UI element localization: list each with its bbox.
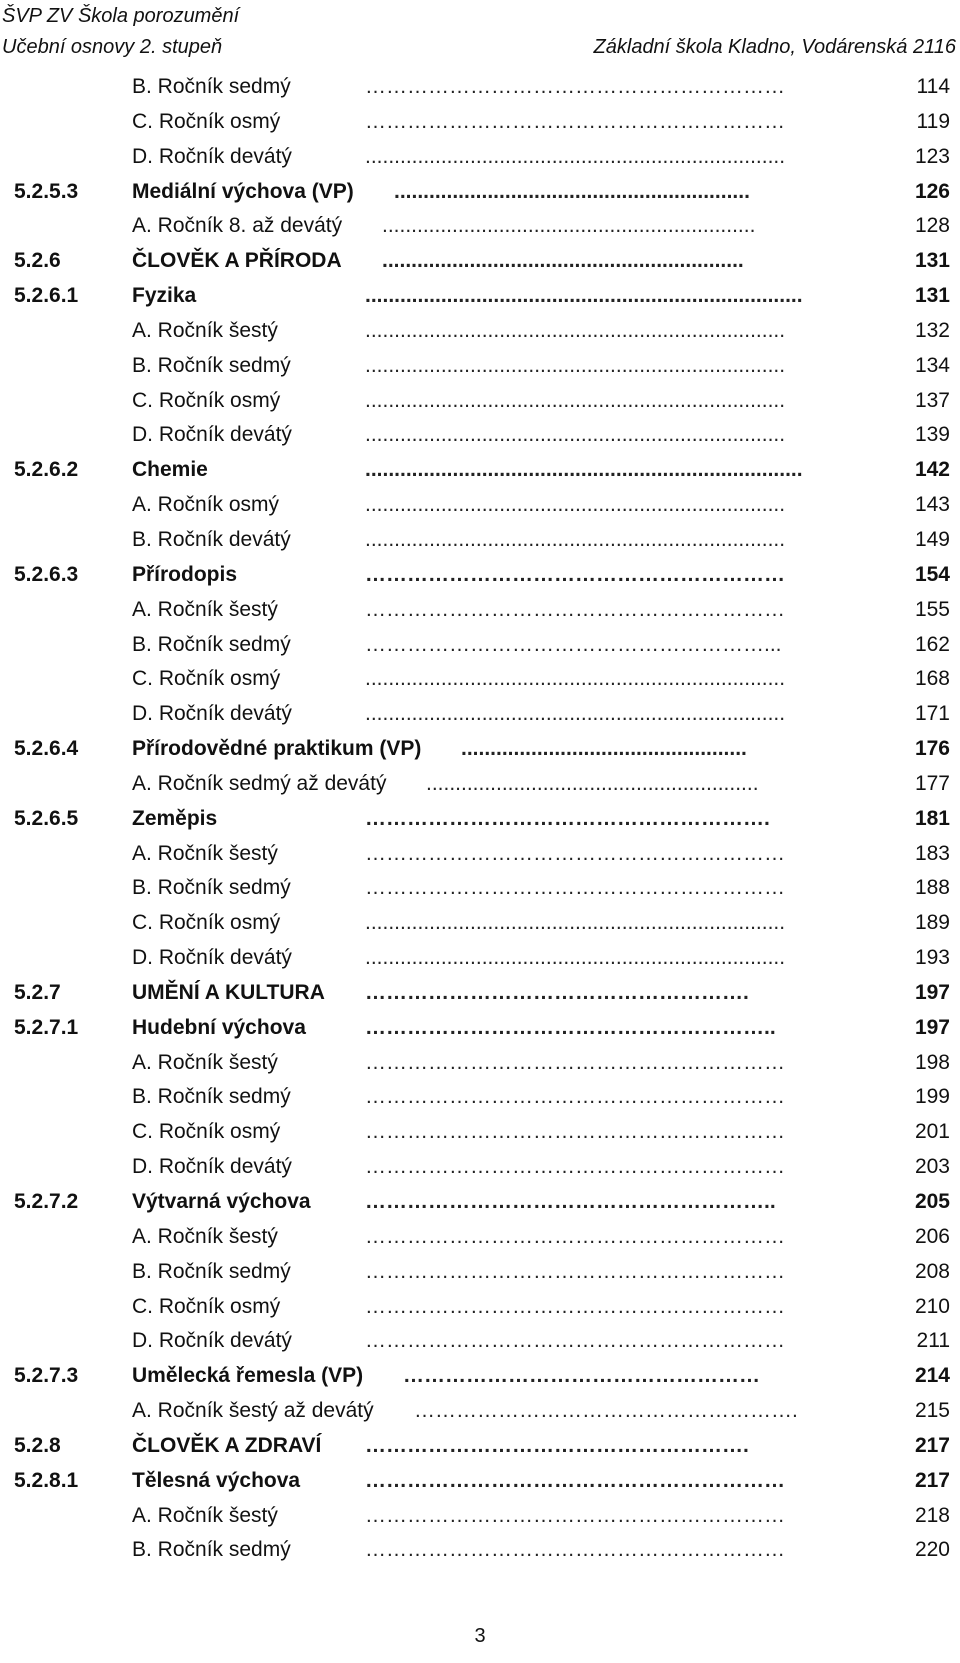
toc-leader-dots: ........................................................................: [365, 527, 786, 551]
toc-entry-row[interactable]: [0, 1533, 960, 1568]
toc-entry-row[interactable]: [0, 523, 960, 558]
toc-leader-dots: ……………………………………………………: [365, 1503, 785, 1527]
toc-page-number: 143: [914, 493, 950, 517]
toc-page-number: 193: [914, 946, 950, 970]
toc-section-row[interactable]: [0, 802, 960, 837]
toc-leader-dots: ……………………………………………………: [365, 109, 785, 133]
toc-title: C. Ročník osmý: [132, 1120, 281, 1144]
toc-page-number: 215: [914, 1399, 950, 1423]
toc-section-row[interactable]: [0, 1185, 960, 1220]
toc-number: 5.2.7.1: [14, 1015, 79, 1039]
toc-leader-dots: ……………………………………………………: [365, 876, 785, 900]
toc-leader-dots: ........................................................................: [365, 493, 786, 517]
toc-title: C. Ročník osmý: [132, 109, 281, 133]
toc-title: B. Ročník sedmý: [132, 75, 291, 98]
toc-title: Tělesná výchova: [132, 1468, 301, 1492]
toc-page-number: 162: [914, 632, 950, 656]
toc-page-number: 197: [914, 1015, 950, 1039]
toc-page-number: 137: [914, 388, 950, 412]
toc-number: 5.2.6.3: [14, 562, 79, 586]
toc-entry-row[interactable]: [0, 906, 960, 941]
toc-title: Chemie: [132, 458, 208, 482]
toc-leader-dots: ……………………………………………….: [414, 1399, 798, 1423]
toc-page-number: 128: [914, 214, 950, 238]
toc-leader-dots: ..............................................................: [382, 249, 744, 273]
toc-title: A. Ročník šestý: [132, 1503, 278, 1527]
toc-title: D. Ročník devátý: [132, 423, 292, 447]
toc-title: D. Ročník devátý: [132, 1155, 292, 1179]
toc-title: C. Ročník osmý: [132, 667, 281, 691]
toc-title: B. Ročník sedmý: [132, 876, 291, 900]
toc-title: A. Ročník osmý: [132, 493, 280, 517]
toc-section-row[interactable]: [0, 244, 960, 279]
toc-entry-row[interactable]: [0, 662, 960, 697]
toc-number: 5.2.8: [14, 1433, 61, 1457]
toc-entry-row[interactable]: [0, 1046, 960, 1081]
header-school-program: ŠVP ZV Škola porozumění: [2, 5, 240, 27]
toc-title: A. Ročník sedmý až devátý: [132, 771, 387, 795]
toc-title: D. Ročník devátý: [132, 946, 292, 970]
toc-page-number: 211: [916, 1329, 950, 1353]
toc-section-row[interactable]: [0, 1011, 960, 1046]
toc-page-number: 183: [914, 841, 950, 865]
toc-entry-row[interactable]: [0, 1220, 960, 1255]
toc-title: UMĚNÍ A KULTURA: [132, 980, 325, 1004]
toc-page-number: 119: [916, 109, 950, 133]
toc-page-number: 203: [914, 1155, 950, 1179]
toc-entry-row[interactable]: [0, 349, 960, 384]
toc-page-number: 132: [914, 318, 950, 342]
toc-title: Umělecká řemesla (VP): [132, 1364, 364, 1388]
toc-leader-dots: ……………………………………………………: [365, 562, 785, 586]
toc-entry-row[interactable]: [0, 1394, 960, 1429]
toc-leader-dots: ……………………………………………………: [365, 1120, 785, 1144]
page-header: [0, 0, 960, 70]
toc-entry-row[interactable]: [0, 697, 960, 732]
toc-title: Zeměpis: [132, 806, 218, 830]
toc-leader-dots: …………………………………………………..: [365, 1015, 776, 1039]
toc-number: 5.2.7: [14, 980, 61, 1004]
toc-title: Přírodovědné praktikum (VP): [132, 737, 422, 761]
toc-leader-dots: ........................................................................: [365, 702, 786, 726]
toc-title: C. Ročník osmý: [132, 388, 281, 412]
toc-leader-dots: ........................................................................: [365, 353, 786, 377]
toc-page-number: 168: [914, 667, 950, 691]
toc-page-number: 134: [914, 353, 950, 377]
header-school-name: Základní škola Kladno, Vodárenská 2116: [593, 36, 956, 58]
toc-page-number: 217: [914, 1433, 950, 1457]
toc-leader-dots: ……………………………………………………: [365, 1468, 785, 1492]
toc-leader-dots: .................................................: [461, 737, 747, 761]
toc-entry-row[interactable]: [0, 70, 960, 105]
toc-leader-dots: ……………………………………………….: [365, 1433, 749, 1457]
toc-title: Přírodopis: [132, 562, 238, 586]
toc-leader-dots: ……………………………………………………: [365, 1050, 785, 1074]
toc-leader-dots: ........................................................................: [365, 946, 786, 970]
toc-number: 5.2.7.3: [14, 1364, 79, 1388]
toc-title: B. Ročník sedmý: [132, 1538, 291, 1562]
toc-leader-dots: ……………………………………………………: [365, 1294, 785, 1318]
toc-entry-row[interactable]: [0, 837, 960, 872]
toc-section-row[interactable]: [0, 1429, 960, 1464]
toc-leader-dots: …………………………………………………...: [365, 632, 782, 656]
toc-leader-dots: ........................................................................: [365, 667, 786, 691]
toc-number: 5.2.7.2: [14, 1190, 79, 1213]
toc-page-number: 205: [914, 1190, 950, 1213]
toc-page-number: 214: [914, 1364, 950, 1388]
toc-entry-row[interactable]: [0, 1255, 960, 1290]
toc-entry-row[interactable]: [0, 488, 960, 523]
toc-section-row[interactable]: [0, 453, 960, 488]
toc-section-row[interactable]: [0, 279, 960, 314]
toc-title: B. Ročník sedmý: [132, 353, 291, 377]
toc-title: C. Ročník osmý: [132, 1294, 281, 1318]
toc-entry-row[interactable]: [0, 1150, 960, 1185]
toc-title: Výtvarná výchova: [132, 1190, 311, 1213]
toc-title: D. Ročník devátý: [132, 702, 292, 726]
toc-page-number: 199: [914, 1085, 950, 1109]
toc-title: Fyzika: [132, 284, 197, 308]
toc-title: B. Ročník sedmý: [132, 1259, 291, 1283]
toc-page-number: 142: [914, 458, 950, 482]
toc-number: 5.2.6: [14, 249, 61, 273]
page-number: 3: [474, 1625, 486, 1647]
toc-leader-dots: ……………………………………………………: [365, 75, 785, 98]
toc-leader-dots: ……………………………………………………: [365, 1085, 785, 1109]
toc-page-number: 176: [914, 737, 950, 761]
toc-page-number: 123: [914, 144, 950, 168]
toc-leader-dots: .............................................................: [394, 179, 750, 203]
toc-title: B. Ročník devátý: [132, 527, 291, 551]
toc-page-number: 188: [914, 876, 950, 900]
toc-page-number: 201: [914, 1120, 950, 1144]
toc-leader-dots: ………………………………………………….: [365, 806, 770, 830]
toc-page-number: 206: [914, 1224, 950, 1248]
toc-entry-row[interactable]: [0, 1499, 960, 1534]
table-of-contents: [0, 70, 960, 1568]
toc-page-number: 181: [914, 806, 950, 830]
toc-page-number: 126: [914, 179, 950, 203]
toc-title: A. Ročník šestý: [132, 841, 278, 865]
toc-page-number: 139: [914, 423, 950, 447]
toc-entry-row[interactable]: [0, 593, 960, 628]
toc-page-number: 189: [914, 911, 950, 935]
toc-entry-row[interactable]: [0, 105, 960, 140]
toc-title: A. Ročník šestý: [132, 1050, 278, 1074]
toc-leader-dots: ........................................................................: [365, 318, 786, 342]
toc-title: ČLOVĚK A ZDRAVÍ: [132, 1433, 322, 1457]
toc-page-number: 131: [914, 249, 950, 273]
toc-page-number: 131: [914, 284, 950, 308]
toc-entry-row[interactable]: [0, 871, 960, 906]
toc-title: A. Ročník šestý: [132, 1224, 278, 1248]
toc-number: 5.2.6.5: [14, 806, 79, 830]
toc-entry-row[interactable]: [0, 1290, 960, 1325]
toc-page-number: 149: [914, 527, 950, 551]
toc-leader-dots: ……………………………………………………: [365, 1224, 785, 1248]
toc-leader-dots: ……………………………………………….: [365, 980, 749, 1004]
toc-title: Hudební výchova: [132, 1015, 306, 1039]
toc-leader-dots: ...........................................................................: [365, 458, 803, 482]
toc-number: 5.2.6.2: [14, 458, 79, 482]
toc-number: 5.2.6.1: [14, 284, 79, 308]
toc-page-number: 208: [914, 1259, 950, 1283]
toc-title: A. Ročník šestý: [132, 318, 278, 342]
toc-page-number: 217: [914, 1468, 950, 1492]
toc-title: ČLOVĚK A PŘÍRODA: [132, 249, 342, 273]
toc-title: C. Ročník osmý: [132, 911, 281, 935]
toc-title: Mediální výchova (VP): [132, 179, 354, 203]
toc-leader-dots: ................................................................: [382, 214, 756, 238]
toc-title: A. Ročník šestý: [132, 597, 278, 621]
toc-title: D. Ročník devátý: [132, 1329, 292, 1353]
toc-entry-row[interactable]: [0, 314, 960, 349]
toc-entry-row[interactable]: [0, 384, 960, 419]
toc-leader-dots: ……………………………………………………: [365, 1329, 785, 1353]
toc-title: A. Ročník 8. až devátý: [132, 214, 343, 238]
toc-leader-dots: ……………………………………………………: [365, 1259, 785, 1283]
toc-entry-row[interactable]: [0, 1324, 960, 1359]
toc-number: 5.2.6.4: [14, 737, 79, 761]
toc-entry-row[interactable]: [0, 209, 960, 244]
toc-page-number: 218: [914, 1503, 950, 1527]
toc-number: 5.2.8.1: [14, 1468, 79, 1492]
toc-page-number: 220: [914, 1538, 950, 1562]
header-curriculum: Učební osnovy 2. stupeň: [2, 36, 223, 58]
toc-section-row[interactable]: [0, 976, 960, 1011]
toc-page-number: 177: [914, 771, 950, 795]
toc-leader-dots: ……………………………………………………: [365, 1155, 785, 1179]
toc-leader-dots: ……………………………………………………: [365, 841, 785, 865]
toc-page-number: 210: [914, 1294, 950, 1318]
toc-title: A. Ročník šestý až devátý: [132, 1399, 374, 1423]
toc-leader-dots: ........................................................................: [365, 911, 786, 935]
toc-title: B. Ročník sedmý: [132, 632, 291, 656]
toc-section-row[interactable]: [0, 1464, 960, 1499]
toc-leader-dots: ...........................................................................: [365, 284, 803, 308]
toc-leader-dots: .........................................................: [426, 771, 759, 795]
toc-section-row[interactable]: [0, 732, 960, 767]
toc-page-number: 154: [914, 562, 950, 586]
toc-entry-row[interactable]: [0, 941, 960, 976]
toc-leader-dots: ……………………………………………………: [365, 1538, 785, 1562]
toc-entry-row[interactable]: [0, 628, 960, 663]
toc-leader-dots: ........................................................................: [365, 423, 786, 447]
toc-number: 5.2.5.3: [14, 179, 79, 203]
toc-page-number: 114: [916, 75, 950, 98]
toc-leader-dots: ……………………………………………: [403, 1364, 760, 1388]
toc-section-row[interactable]: [0, 175, 960, 210]
toc-entry-row[interactable]: [0, 1115, 960, 1150]
toc-title: D. Ročník devátý: [132, 144, 292, 168]
toc-page-number: 198: [914, 1050, 950, 1074]
toc-page-number: 197: [914, 980, 950, 1004]
toc-entry-row[interactable]: [0, 418, 960, 453]
toc-entry-row[interactable]: [0, 767, 960, 802]
toc-leader-dots: ........................................................................: [365, 388, 786, 412]
toc-title: B. Ročník sedmý: [132, 1085, 291, 1109]
toc-section-row[interactable]: [0, 558, 960, 593]
toc-page-number: 155: [914, 597, 950, 621]
toc-section-row[interactable]: [0, 1359, 960, 1394]
toc-entry-row[interactable]: [0, 140, 960, 175]
toc-entry-row[interactable]: [0, 1080, 960, 1115]
toc-leader-dots: …………………………………………………..: [365, 1190, 776, 1213]
toc-page-number: 171: [914, 702, 950, 726]
toc-leader-dots: ……………………………………………………: [365, 597, 785, 621]
toc-leader-dots: ........................................................................: [365, 144, 786, 168]
